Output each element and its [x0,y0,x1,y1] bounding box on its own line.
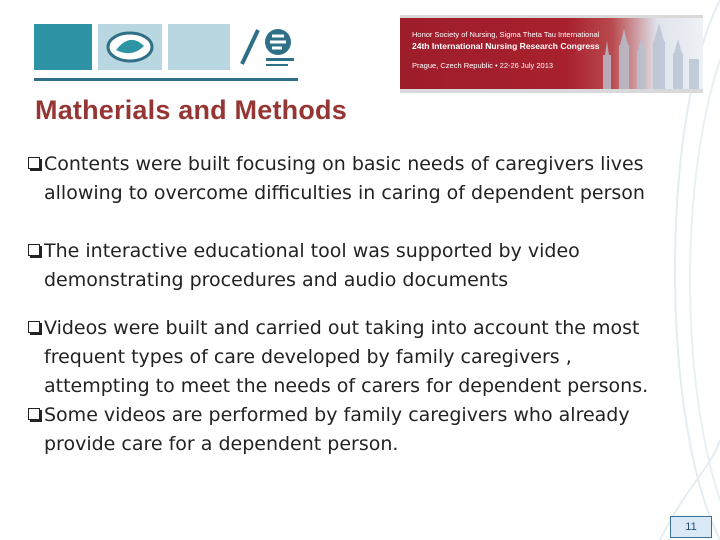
bullet-text: Videos were built and carried out taking into account the most frequent types of care developed by family caregivers , attempting to meet the needs of carers for dependent persons. [44,317,649,397]
institution-logo [34,24,298,79]
logo-e-mark-tile [236,24,298,70]
prague-skyline-icon [593,15,703,93]
checkbox-bullet-icon [28,157,40,169]
bullet-text: Some videos are performed by family caregivers who already provide care for a dependent person. [44,404,630,455]
checkbox-bullet-icon [28,408,40,420]
banner-congress-line: 24th International Nursing Research Congress [412,41,600,51]
slide-title: Matherials and Methods [35,95,347,125]
bullet-list [26,150,676,459]
logo-underline [34,78,298,81]
banner-bottom-stripe [400,89,703,93]
logo-teal-tile [34,24,92,70]
bullet-item [26,237,676,295]
page-number: 11 [670,516,712,538]
checkbox-bullet-icon [28,321,40,333]
bullet-text: Contents were built focusing on basic needs of caregivers lives allowing to overcome difficulties in caring of dependent person [44,153,645,204]
bullet-item [26,401,676,459]
conference-banner [400,15,703,93]
logo-light-tile [168,24,230,70]
logo-emblem-tile [98,24,162,70]
bullet-item [26,150,676,208]
banner-society-line: Honor Society of Nursing, Sigma Theta Tau International [412,30,600,39]
banner-location-line: Prague, Czech Republic • 22-26 July 2013 [412,61,554,70]
bullet-text: The interactive educational tool was supported by video demonstrating procedures and audio documents [44,240,580,291]
checkbox-bullet-icon [28,244,40,256]
bullet-item [26,314,676,401]
